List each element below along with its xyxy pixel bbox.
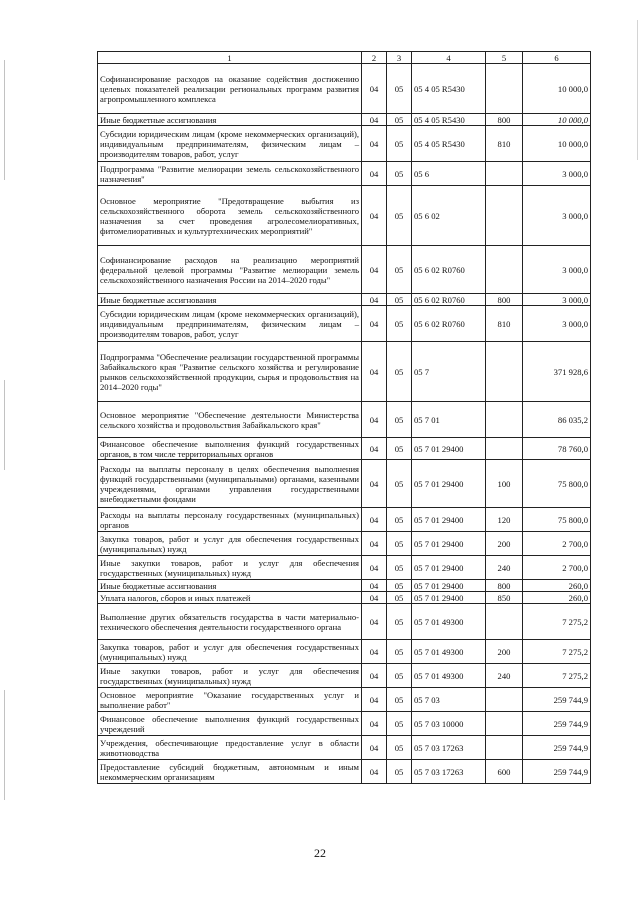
row-target-item: 05 7 03 17263 [412, 760, 486, 784]
row-amount: 3 000,0 [523, 162, 591, 186]
row-amount: 10 000,0 [523, 114, 591, 126]
table-row [98, 640, 591, 664]
scan-edge-mark [4, 60, 5, 180]
row-subsection: 05 [387, 736, 412, 760]
row-amount: 3 000,0 [523, 294, 591, 306]
row-section: 04 [362, 126, 387, 162]
row-section: 04 [362, 186, 387, 246]
budget-table [97, 51, 591, 784]
row-expense-type [486, 186, 523, 246]
row-name: Иные бюджетные ассигнования [98, 114, 362, 126]
row-section: 04 [362, 438, 387, 460]
row-expense-type [486, 688, 523, 712]
row-expense-type [486, 736, 523, 760]
row-target-item: 05 7 01 29400 [412, 532, 486, 556]
table-row [98, 342, 591, 402]
row-target-item: 05 7 01 49300 [412, 640, 486, 664]
row-section: 04 [362, 640, 387, 664]
row-section: 04 [362, 688, 387, 712]
row-name: Основное мероприятие "Оказание государственных услуг и выполнение работ" [98, 688, 362, 712]
row-amount: 2 700,0 [523, 556, 591, 580]
table-row [98, 604, 591, 640]
row-expense-type: 120 [486, 508, 523, 532]
row-name: Подпрограмма "Развитие мелиорации земель сельскохозяйственного назначения" [98, 162, 362, 186]
row-amount: 259 744,9 [523, 736, 591, 760]
row-amount: 260,0 [523, 580, 591, 592]
table-row [98, 186, 591, 246]
row-subsection: 05 [387, 664, 412, 688]
row-amount: 3 000,0 [523, 306, 591, 342]
header-cell-subsection: 3 [387, 52, 412, 64]
row-subsection: 05 [387, 402, 412, 438]
scan-edge-mark [4, 380, 5, 470]
header-cell-amount: 6 [523, 52, 591, 64]
row-target-item: 05 7 03 [412, 688, 486, 712]
row-section: 04 [362, 460, 387, 508]
row-section: 04 [362, 508, 387, 532]
row-amount: 2 700,0 [523, 532, 591, 556]
row-name: Выполнение других обязательств государства в части материально-технического обеспечения деятельности государственного органа [98, 604, 362, 640]
row-subsection: 05 [387, 460, 412, 508]
table-row [98, 592, 591, 604]
row-subsection: 05 [387, 246, 412, 294]
row-expense-type [486, 604, 523, 640]
row-subsection: 05 [387, 580, 412, 592]
row-target-item: 05 6 02 R0760 [412, 306, 486, 342]
row-expense-type: 200 [486, 640, 523, 664]
header-cell-name: 1 [98, 52, 362, 64]
table-row [98, 460, 591, 508]
row-expense-type: 850 [486, 592, 523, 604]
row-expense-type [486, 342, 523, 402]
row-target-item: 05 7 01 29400 [412, 460, 486, 508]
row-expense-type: 800 [486, 114, 523, 126]
row-section: 04 [362, 64, 387, 114]
row-name: Основное мероприятие "Предотвращение выбытия из сельскохозяйственного оборота земель сельскохозяйственного назначения за счет проведения агролесомелиоративных, фитомелиоративных и культуртехнических мероприятий" [98, 186, 362, 246]
row-expense-type [486, 712, 523, 736]
row-section: 04 [362, 604, 387, 640]
table-row [98, 712, 591, 736]
row-section: 04 [362, 664, 387, 688]
table-row [98, 402, 591, 438]
row-name: Расходы на выплаты персоналу в целях обеспечения выполнения функций государственными (муниципальными) органами, казенными учреждениями, органами управления государственными внебюджетными фондами [98, 460, 362, 508]
table-row [98, 664, 591, 688]
table-row [98, 306, 591, 342]
row-target-item: 05 6 02 [412, 186, 486, 246]
row-target-item: 05 4 05 R5430 [412, 114, 486, 126]
row-name: Закупка товаров, работ и услуг для обеспечения государственных (муниципальных) нужд [98, 532, 362, 556]
row-target-item: 05 6 02 R0760 [412, 294, 486, 306]
row-target-item: 05 4 05 R5430 [412, 64, 486, 114]
row-target-item: 05 7 01 [412, 402, 486, 438]
scan-edge-mark [4, 690, 5, 800]
row-amount: 78 760,0 [523, 438, 591, 460]
row-subsection: 05 [387, 592, 412, 604]
row-expense-type [486, 162, 523, 186]
table-row [98, 114, 591, 126]
table-row [98, 532, 591, 556]
row-section: 04 [362, 532, 387, 556]
row-amount: 7 275,2 [523, 604, 591, 640]
table-row [98, 294, 591, 306]
row-amount: 86 035,2 [523, 402, 591, 438]
row-name: Расходы на выплаты персоналу государственных (муниципальных) органов [98, 508, 362, 532]
row-target-item: 05 7 [412, 342, 486, 402]
row-amount: 3 000,0 [523, 186, 591, 246]
row-target-item: 05 7 01 29400 [412, 556, 486, 580]
row-name: Подпрограмма "Обеспечение реализации государственной программы Забайкальского края "Развитие сельского хозяйства и регулирование рынков сельскохозяйственной продукции, сырья и продовольствия на 2014–2020 годы" [98, 342, 362, 402]
row-amount: 371 928,6 [523, 342, 591, 402]
row-target-item: 05 7 03 10000 [412, 712, 486, 736]
row-subsection: 05 [387, 640, 412, 664]
row-name: Субсидии юридическим лицам (кроме некоммерческих организаций), индивидуальным предпринимателям, физическим лицам – производителям товаров, работ, услуг [98, 126, 362, 162]
table-row [98, 760, 591, 784]
row-section: 04 [362, 246, 387, 294]
row-subsection: 05 [387, 604, 412, 640]
table-row [98, 64, 591, 114]
row-expense-type [486, 64, 523, 114]
row-expense-type: 810 [486, 306, 523, 342]
row-subsection: 05 [387, 688, 412, 712]
row-expense-type [486, 438, 523, 460]
row-section: 04 [362, 556, 387, 580]
row-name: Предоставление субсидий бюджетным, автономным и иным некоммерческим организациям [98, 760, 362, 784]
row-target-item: 05 7 01 49300 [412, 664, 486, 688]
row-target-item: 05 6 [412, 162, 486, 186]
row-amount: 7 275,2 [523, 640, 591, 664]
row-subsection: 05 [387, 162, 412, 186]
row-expense-type: 800 [486, 294, 523, 306]
row-name: Основное мероприятие "Обеспечение деятельности Министерства сельского хозяйства и продовольствия Забайкальского края" [98, 402, 362, 438]
row-expense-type: 240 [486, 556, 523, 580]
scan-edge-mark [637, 20, 638, 160]
row-name: Закупка товаров, работ и услуг для обеспечения государственных (муниципальных) нужд [98, 640, 362, 664]
table-row [98, 508, 591, 532]
row-amount: 3 000,0 [523, 246, 591, 294]
header-cell-section: 2 [362, 52, 387, 64]
row-expense-type: 200 [486, 532, 523, 556]
row-expense-type [486, 246, 523, 294]
row-subsection: 05 [387, 712, 412, 736]
row-amount: 75 800,0 [523, 508, 591, 532]
table-header-row [98, 52, 591, 64]
row-section: 04 [362, 294, 387, 306]
row-expense-type: 800 [486, 580, 523, 592]
row-amount: 7 275,2 [523, 664, 591, 688]
table-row [98, 126, 591, 162]
row-name: Иные бюджетные ассигнования [98, 580, 362, 592]
row-subsection: 05 [387, 760, 412, 784]
table-row [98, 162, 591, 186]
table-row [98, 580, 591, 592]
row-target-item: 05 7 01 29400 [412, 508, 486, 532]
row-subsection: 05 [387, 342, 412, 402]
header-cell-target-item: 4 [412, 52, 486, 64]
row-section: 04 [362, 342, 387, 402]
row-section: 04 [362, 162, 387, 186]
row-section: 04 [362, 306, 387, 342]
row-subsection: 05 [387, 508, 412, 532]
row-subsection: 05 [387, 64, 412, 114]
row-expense-type: 600 [486, 760, 523, 784]
table-row [98, 246, 591, 294]
row-expense-type: 810 [486, 126, 523, 162]
row-section: 04 [362, 760, 387, 784]
row-name: Финансовое обеспечение выполнения функций государственных учреждений [98, 712, 362, 736]
row-subsection: 05 [387, 532, 412, 556]
row-subsection: 05 [387, 126, 412, 162]
row-name: Субсидии юридическим лицам (кроме некоммерческих организаций), индивидуальным предпринимателям, физическим лицам – производителям товаров, работ, услуг [98, 306, 362, 342]
row-expense-type: 100 [486, 460, 523, 508]
row-name: Софинансирование расходов на оказание содействия достижению целевых показателей реализации региональных программ развития агропромышленного комплекса [98, 64, 362, 114]
row-name: Иные закупки товаров, работ и услуг для обеспечения государственных (муниципальных) нужд [98, 556, 362, 580]
row-section: 04 [362, 580, 387, 592]
row-target-item: 05 7 01 29400 [412, 592, 486, 604]
row-section: 04 [362, 402, 387, 438]
row-subsection: 05 [387, 186, 412, 246]
row-name: Иные бюджетные ассигнования [98, 294, 362, 306]
row-subsection: 05 [387, 294, 412, 306]
row-amount: 259 744,9 [523, 712, 591, 736]
row-subsection: 05 [387, 114, 412, 126]
row-subsection: 05 [387, 556, 412, 580]
row-amount: 259 744,9 [523, 760, 591, 784]
row-target-item: 05 7 03 17263 [412, 736, 486, 760]
row-section: 04 [362, 592, 387, 604]
row-name: Учреждения, обеспечивающие предоставление услуг в области животноводства [98, 736, 362, 760]
row-expense-type: 240 [486, 664, 523, 688]
row-subsection: 05 [387, 306, 412, 342]
row-target-item: 05 7 01 29400 [412, 580, 486, 592]
row-name: Финансовое обеспечение выполнения функций государственных органов, в том числе территориальных органов [98, 438, 362, 460]
row-section: 04 [362, 114, 387, 126]
table-row [98, 556, 591, 580]
row-target-item: 05 7 01 29400 [412, 438, 486, 460]
row-section: 04 [362, 712, 387, 736]
table-row [98, 688, 591, 712]
row-name: Уплата налогов, сборов и иных платежей [98, 592, 362, 604]
page-number: 22 [314, 846, 326, 860]
header-cell-expense-type: 5 [486, 52, 523, 64]
row-amount: 260,0 [523, 592, 591, 604]
table-row [98, 736, 591, 760]
row-name: Иные закупки товаров, работ и услуг для обеспечения государственных (муниципальных) нужд [98, 664, 362, 688]
row-section: 04 [362, 736, 387, 760]
row-expense-type [486, 402, 523, 438]
row-target-item: 05 6 02 R0760 [412, 246, 486, 294]
row-amount: 10 000,0 [523, 126, 591, 162]
table-row [98, 438, 591, 460]
row-amount: 10 000,0 [523, 64, 591, 114]
row-amount: 259 744,9 [523, 688, 591, 712]
row-amount: 75 800,0 [523, 460, 591, 508]
row-name: Софинансирование расходов на реализацию мероприятий федеральной целевой программы "Развитие мелиорации земель сельскохозяйственного назначения России на 2014–2020 годы" [98, 246, 362, 294]
row-target-item: 05 7 01 49300 [412, 604, 486, 640]
row-subsection: 05 [387, 438, 412, 460]
row-target-item: 05 4 05 R5430 [412, 126, 486, 162]
